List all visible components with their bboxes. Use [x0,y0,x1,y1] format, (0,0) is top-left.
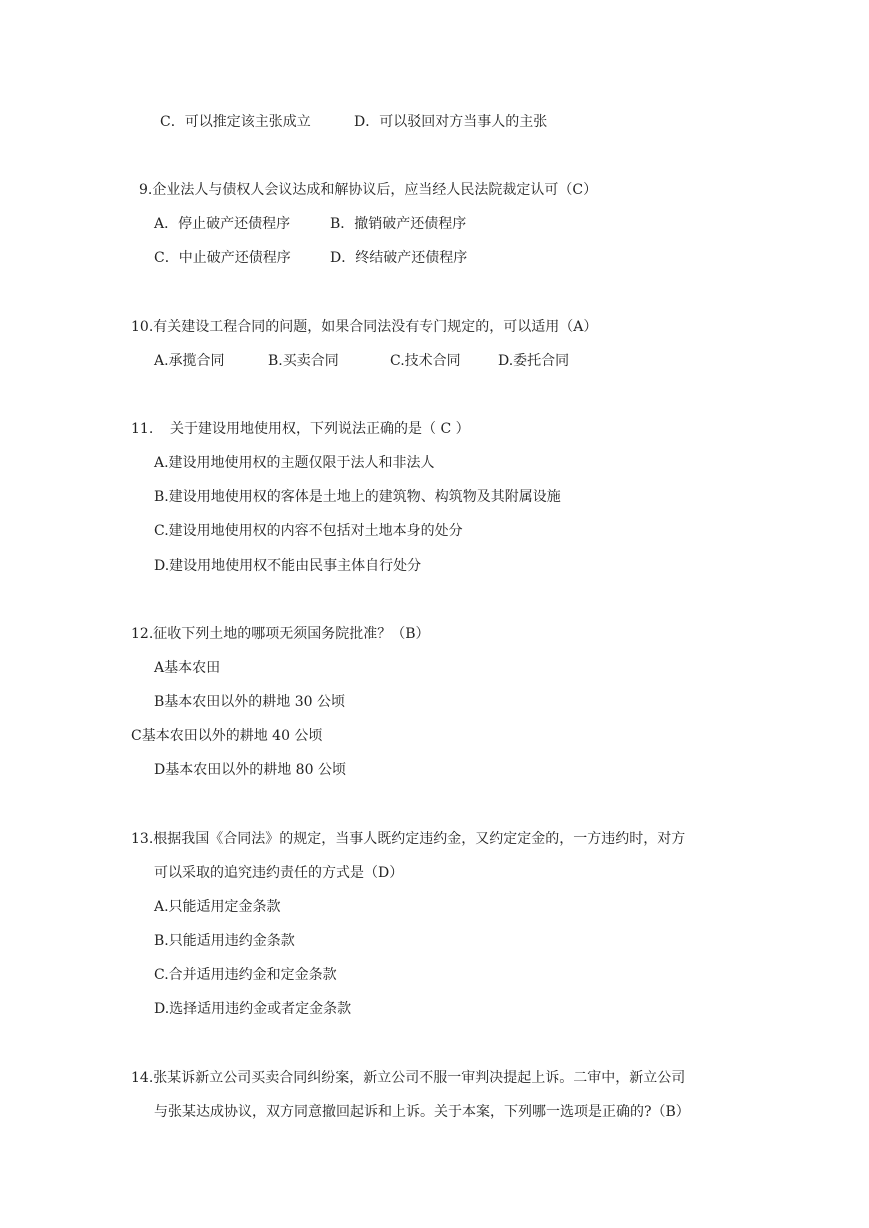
q8-option-d: D．可以驳回对方当事人的主张 [354,114,548,130]
q11-option-d: D.建设用地使用权不能由民事主体自行处分 [154,558,422,574]
q12-option-c: C基本农田以外的耕地 40 公顷 [131,728,323,744]
q11-number: 11. [131,421,154,437]
q14-question-line2: 与张某达成协议，双方同意撤回起诉和上诉。关于本案，下列哪一选项是正确的?（B） [154,1104,690,1120]
q13-question-line2: 可以采取的追究违约责任的方式是（D） [154,865,404,881]
q9-question: 9.企业法人与债权人会议达成和解协议后，应当经人民法院裁定认可（C） [139,182,598,198]
q12-option-b: B基本农田以外的耕地 30 公顷 [154,694,346,710]
q13-option-b: B.只能适用违约金条款 [154,933,295,949]
q11-option-c: C.建设用地使用权的内容不包括对土地本身的处分 [154,523,463,539]
q10-option-c: C.技术合同 [390,353,461,369]
q8-option-c: C．可以推定该主张成立 [160,114,311,130]
q10-question: 10.有关建设工程合同的问题，如果合同法没有专门规定的，可以适用（A） [131,319,598,335]
q13-option-a: A.只能适用定金条款 [154,899,281,915]
q12-question: 12.征收下列土地的哪项无须国务院批准？（B） [131,626,430,642]
q11-question: 关于建设用地使用权，下列说法正确的是（ C ） [170,421,470,437]
q9-option-b: B．撤销破产还债程序 [330,216,467,232]
q10-option-b: B.买卖合同 [268,353,339,369]
q13-option-c: C.合并适用违约金和定金条款 [154,967,337,983]
q10-option-d: D.委托合同 [498,353,570,369]
q13-question-line1: 13.根据我国《合同法》的规定，当事人既约定违约金，又约定定金的，一方违约时，对方 [131,831,686,847]
q9-option-a: A．停止破产还债程序 [154,216,291,232]
q13-option-d: D.选择适用违约金或者定金条款 [154,1001,352,1017]
q9-option-d: D．终结破产还债程序 [330,250,468,266]
q12-option-d: D基本农田以外的耕地 80 公顷 [154,762,346,778]
q11-option-a: A.建设用地使用权的主题仅限于法人和非法人 [154,455,435,471]
q10-option-a: A.承揽合同 [154,353,225,369]
q14-question-line1: 14.张某诉新立公司买卖合同纠纷案，新立公司不服一审判决提起上诉。二审中，新立公司 [131,1070,686,1086]
q12-option-a: A基本农田 [154,660,221,676]
q9-option-c: C．中止破产还债程序 [154,250,291,266]
q11-option-b: B.建设用地使用权的客体是土地上的建筑物、构筑物及其附属设施 [154,489,561,505]
